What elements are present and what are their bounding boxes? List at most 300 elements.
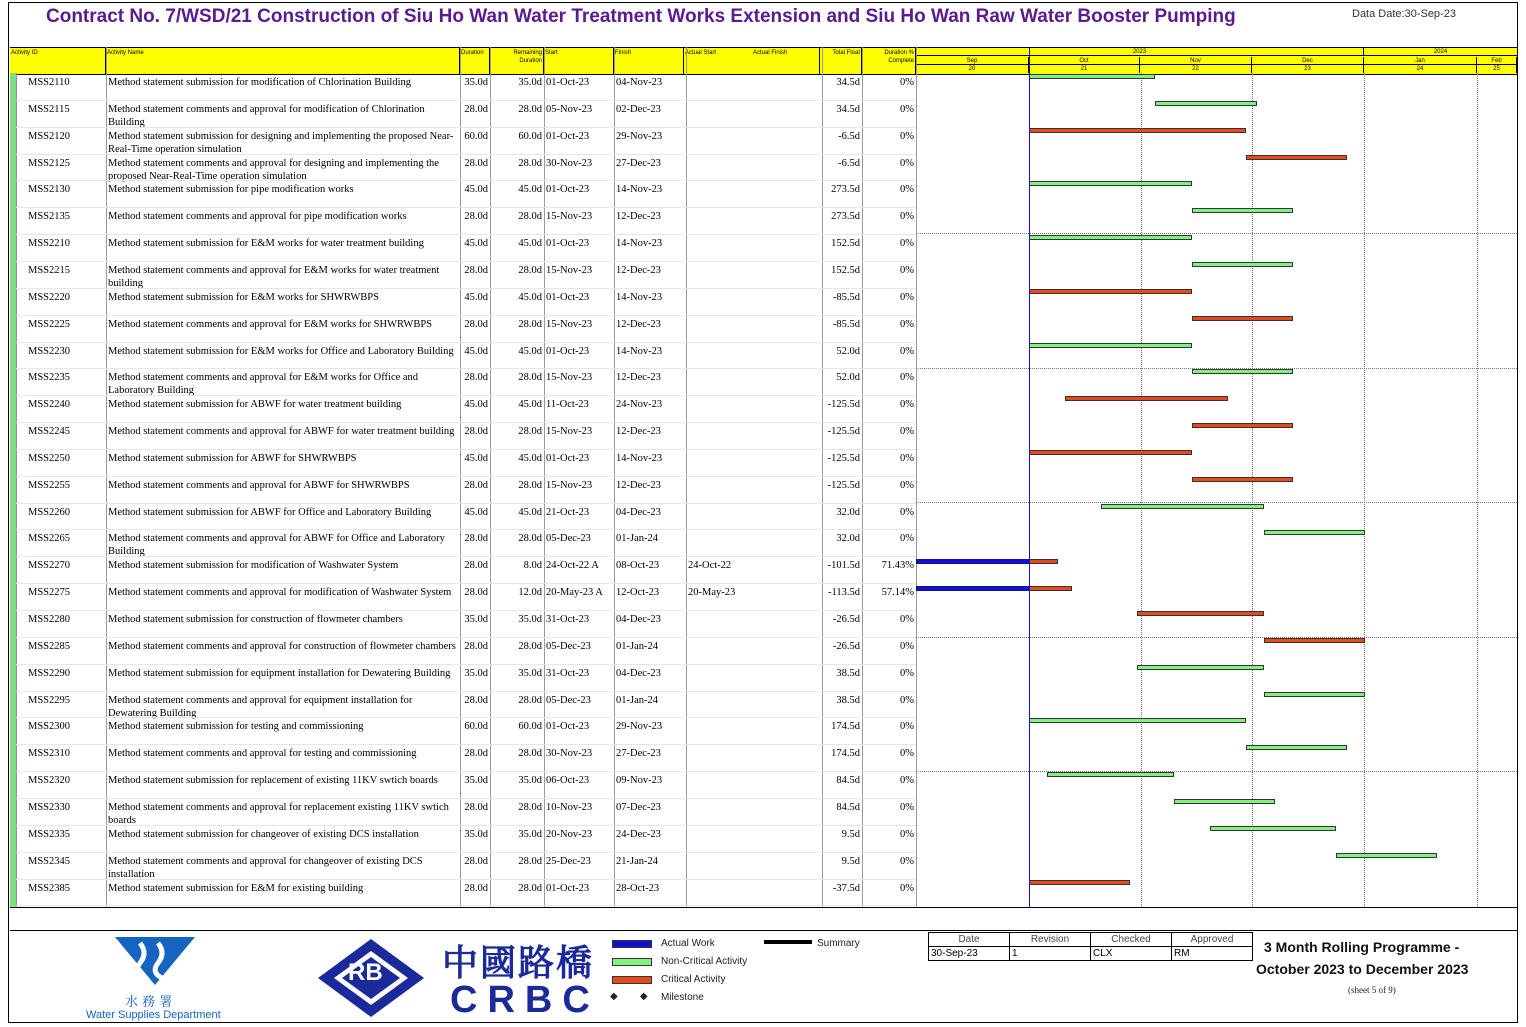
finish-date: 07-Dec-23	[616, 801, 661, 813]
programme-title-line2: October 2023 to December 2023	[1256, 961, 1469, 977]
finish-date: 12-Dec-23	[616, 426, 661, 438]
data-date-line	[1029, 47, 1030, 907]
legend-critical-swatch	[612, 976, 652, 984]
activity-id: MSS2250	[28, 452, 71, 464]
noncritical-activity-bar[interactable]	[1029, 74, 1155, 79]
activity-name: Method statement comments and approval for changeover of existing DCS installation	[108, 855, 423, 880]
duration: 60.0d	[464, 721, 488, 733]
wsd-english-name: Water Supplies Department	[86, 1009, 221, 1021]
finish-date: 01-Jan-24	[616, 694, 658, 706]
critical-activity-bar[interactable]	[1029, 450, 1192, 455]
critical-activity-bar[interactable]	[1246, 155, 1347, 160]
activity-id: MSS2255	[28, 479, 71, 491]
signoff-checked-header: Checked	[1091, 933, 1172, 947]
percent-complete: 0%	[900, 345, 914, 357]
signoff-approved-value: RM	[1172, 947, 1253, 961]
start-date: 05-Dec-23	[546, 694, 591, 706]
activity-name: Method statement comments and approval for equipment installation for Dewatering Building	[108, 694, 413, 719]
signoff-checked-value: CLX	[1091, 947, 1172, 961]
legend-noncritical-swatch	[612, 958, 652, 966]
crbc-english-name: CRBC	[450, 979, 600, 1021]
total-float: 9.5d	[841, 828, 860, 840]
timeline-month: Dec	[1252, 57, 1364, 65]
start-date: 01-Oct-23	[546, 291, 590, 303]
activity-id: MSS2290	[28, 667, 71, 679]
activity-row[interactable]	[16, 235, 916, 262]
legend-footer	[10, 930, 1517, 1024]
total-float: 84.5d	[836, 801, 860, 813]
remaining-duration: 28.0d	[518, 855, 542, 867]
start-date: 05-Nov-23	[546, 103, 593, 115]
duration: 28.0d	[464, 560, 488, 572]
activity-row[interactable]	[16, 826, 916, 853]
start-date: 01-Oct-23	[546, 882, 590, 894]
total-float: -125.5d	[827, 399, 860, 411]
duration: 28.0d	[464, 748, 488, 760]
remaining-duration: 28.0d	[518, 211, 542, 223]
activity-row[interactable]	[16, 369, 916, 396]
wsd-chinese-name: 水 務 署	[125, 995, 173, 1010]
activity-id: MSS2310	[28, 748, 71, 760]
activity-row[interactable]	[16, 692, 916, 719]
finish-date: 04-Dec-23	[616, 506, 661, 518]
noncritical-activity-bar[interactable]	[1336, 853, 1437, 858]
total-float: -101.5d	[827, 560, 860, 572]
activity-row[interactable]	[16, 665, 916, 692]
total-float: 174.5d	[831, 721, 860, 733]
activity-row[interactable]	[16, 772, 916, 799]
activity-id: MSS2330	[28, 801, 71, 813]
percent-complete: 0%	[900, 855, 914, 867]
rb-logo-text: RB	[348, 959, 383, 986]
page-title: Contract No. 7/WSD/21 Construction of Siu Ho Wan Water Treatment Works Extension and Siu Ho Wan Raw Water Booster Pumping	[46, 6, 1236, 27]
timeline-week: 24	[1364, 65, 1477, 73]
total-float: 273.5d	[831, 184, 860, 196]
duration: 28.0d	[464, 882, 488, 894]
milestone-icon: ◆ ◆	[610, 991, 648, 1002]
duration: 35.0d	[464, 828, 488, 840]
legend-noncritical-label: Non-Critical Activity	[661, 956, 748, 967]
timeline-week: 25	[1477, 65, 1517, 73]
data-date: Data Date:30-Sep-23	[1352, 8, 1456, 20]
timeline-week: 22	[1140, 65, 1252, 73]
col-actual-start[interactable]: Actual Start	[685, 50, 717, 56]
column-header-bar	[10, 47, 1517, 75]
activity-name: Method statement comments and approval for ABWF for SHWRWBPS	[108, 479, 410, 491]
remaining-duration: 60.0d	[518, 721, 542, 733]
activity-id: MSS2240	[28, 399, 71, 411]
timeline-month: Feb	[1477, 57, 1517, 65]
crbc-chinese-name: 中國路橋	[442, 943, 595, 984]
start-date: 20-Nov-23	[546, 828, 593, 840]
duration: 28.0d	[464, 694, 488, 706]
activity-row[interactable]	[16, 423, 916, 450]
total-float: -6.5d	[838, 157, 860, 169]
signoff-revision-value: 1	[1010, 947, 1091, 961]
timeline-gridline	[1252, 73, 1253, 907]
start-date: 01-Oct-23	[546, 238, 590, 250]
duration: 28.0d	[464, 426, 488, 438]
timeline-year-2023: 2023	[916, 48, 1364, 56]
wsd-logo	[110, 935, 200, 987]
noncritical-activity-bar[interactable]	[1047, 772, 1173, 777]
total-float: 52.0d	[836, 345, 860, 357]
activity-row[interactable]	[16, 718, 916, 745]
start-date: 15-Nov-23	[546, 211, 593, 223]
activity-row[interactable]	[16, 396, 916, 423]
critical-activity-bar[interactable]	[1029, 559, 1058, 564]
total-float: -125.5d	[827, 452, 860, 464]
activity-name: Method statement comments and approval for replacement existing 11KV swtich boards	[108, 801, 449, 826]
finish-date: 14-Nov-23	[616, 291, 663, 303]
activity-row[interactable]	[16, 343, 916, 370]
col-finish[interactable]: Finish	[614, 48, 684, 74]
percent-complete: 0%	[900, 748, 914, 760]
activity-row[interactable]	[16, 262, 916, 289]
activity-row[interactable]	[16, 289, 916, 316]
critical-activity-bar[interactable]	[1029, 880, 1130, 885]
start-date: 21-Oct-23	[546, 506, 590, 518]
duration: 45.0d	[464, 291, 488, 303]
sheet-number: (sheet 5 of 9)	[1348, 985, 1396, 995]
timeline-month: Oct	[1029, 57, 1140, 65]
activity-id: MSS2280	[28, 614, 71, 625]
activity-name: Method statement comments and approval for designing and implementing the proposed Near-Real-Time operation simulation	[108, 157, 439, 182]
percent-complete: 0%	[900, 506, 914, 518]
activity-name: Method statement comments and approval for modification of Chlorination Building	[108, 103, 425, 128]
col-duration[interactable]: Duration	[460, 48, 490, 74]
noncritical-activity-bar[interactable]	[1137, 665, 1263, 670]
col-actual-finish[interactable]: Actual Finish	[752, 48, 820, 74]
col-pct-complete[interactable]: Duration % Complete	[862, 48, 916, 74]
finish-date: 14-Nov-23	[616, 345, 663, 357]
legend-actual-swatch	[612, 940, 652, 948]
col-activity-name[interactable]: Activity Name	[106, 48, 460, 74]
percent-complete: 0%	[900, 264, 914, 276]
percent-complete: 0%	[900, 452, 914, 464]
legend-actual-label: Actual Work	[661, 938, 715, 949]
activity-row[interactable]	[16, 181, 916, 208]
activity-name: Method statement submission for replacement of existing 11KV swtich boards	[108, 775, 438, 787]
programme-title-line1: 3 Month Rolling Programme -	[1264, 939, 1460, 955]
col-total-float[interactable]: Total Float	[820, 48, 862, 74]
percent-complete: 0%	[900, 614, 914, 625]
activity-row[interactable]	[16, 611, 916, 638]
activity-id: MSS2225	[28, 318, 71, 330]
duration: 28.0d	[464, 479, 488, 491]
activity-name: Method statement comments and approval for ABWF for Office and Laboratory Building	[108, 533, 445, 558]
remaining-duration: 8.0d	[523, 560, 542, 572]
finish-date: 27-Dec-23	[616, 157, 661, 169]
percent-complete: 0%	[900, 238, 914, 250]
start-date: 15-Nov-23	[546, 426, 593, 438]
activity-name: Method statement submission for ABWF for Office and Laboratory Building	[108, 506, 432, 518]
percent-complete: 0%	[900, 157, 914, 169]
remaining-duration: 45.0d	[518, 184, 542, 196]
noncritical-activity-bar[interactable]	[1029, 718, 1246, 723]
remaining-duration: 35.0d	[518, 828, 542, 840]
start-date: 25-Dec-23	[546, 855, 591, 867]
critical-activity-bar[interactable]	[1065, 396, 1228, 401]
duration: 28.0d	[464, 533, 488, 545]
critical-activity-bar[interactable]	[1029, 289, 1192, 294]
percent-complete: 0%	[900, 130, 914, 142]
finish-date: 14-Nov-23	[616, 184, 663, 196]
duration: 28.0d	[464, 264, 488, 276]
remaining-duration: 28.0d	[518, 372, 542, 384]
activity-row[interactable]	[16, 504, 916, 531]
duration: 28.0d	[464, 372, 488, 384]
remaining-duration: 28.0d	[518, 640, 542, 652]
activity-name: Method statement submission for E&M for existing building	[108, 882, 364, 894]
activity-id: MSS2245	[28, 426, 71, 438]
percent-complete: 0%	[900, 801, 914, 813]
activity-row[interactable]	[16, 745, 916, 772]
total-float: 32.0d	[836, 506, 860, 518]
activity-name: Method statement submission for ABWF for water treatment building	[108, 399, 402, 411]
start-date: 01-Oct-23	[546, 184, 590, 196]
total-float: -37.5d	[832, 882, 860, 894]
percent-complete: 0%	[900, 318, 914, 330]
table-bottom-rule	[10, 907, 1517, 908]
critical-activity-bar[interactable]	[1029, 586, 1072, 591]
percent-complete: 0%	[900, 103, 914, 115]
total-float: -26.5d	[832, 614, 860, 625]
total-float: 174.5d	[831, 748, 860, 760]
duration: 45.0d	[464, 184, 488, 196]
activity-row[interactable]	[16, 557, 916, 584]
activity-name: Method statement submission for changeover of existing DCS installation	[108, 828, 419, 840]
noncritical-activity-bar[interactable]	[1029, 235, 1192, 240]
total-float: 152.5d	[831, 264, 860, 276]
activity-id: MSS2285	[28, 640, 71, 652]
duration: 28.0d	[464, 801, 488, 813]
duration: 28.0d	[464, 640, 488, 652]
actual-start: 20-May-23	[688, 587, 736, 599]
critical-activity-bar[interactable]	[1192, 316, 1293, 321]
timeline-week: 23	[1252, 65, 1364, 73]
col-activity-id[interactable]: Activity ID	[10, 48, 106, 74]
noncritical-activity-bar[interactable]	[1192, 208, 1293, 213]
col-start[interactable]: Start	[544, 48, 614, 74]
finish-date: 01-Jan-24	[616, 533, 658, 545]
finish-date: 12-Dec-23	[616, 372, 661, 384]
activity-name: Method statement comments and approval for pipe modification works	[108, 211, 407, 223]
noncritical-activity-bar[interactable]	[1246, 745, 1347, 750]
activity-name: Method statement comments and approval for E&M works for water treatment building	[108, 264, 440, 289]
activity-id: MSS2110	[28, 77, 70, 88]
activity-row[interactable]	[16, 638, 916, 665]
percent-complete: 0%	[900, 184, 914, 196]
percent-complete: 0%	[900, 533, 914, 545]
legend-summary-label: Summary	[817, 938, 860, 949]
remaining-duration: 28.0d	[518, 103, 542, 115]
activity-row[interactable]	[16, 450, 916, 477]
percent-complete: 0%	[900, 211, 914, 223]
percent-complete: 0%	[900, 667, 914, 679]
actual-work-bar[interactable]	[916, 559, 1029, 564]
duration: 45.0d	[464, 399, 488, 411]
activity-row[interactable]	[16, 799, 916, 826]
start-date: 30-Nov-23	[546, 157, 593, 169]
activity-id: MSS2210	[28, 238, 71, 250]
total-float: 34.5d	[836, 77, 860, 88]
duration: 45.0d	[464, 345, 488, 357]
total-float: 32.0d	[836, 533, 860, 545]
activity-row[interactable]	[16, 208, 916, 235]
percent-complete: 0%	[900, 694, 914, 706]
activity-id: MSS2215	[28, 264, 71, 276]
start-date: 15-Nov-23	[546, 479, 593, 491]
noncritical-activity-bar[interactable]	[1192, 369, 1293, 374]
row-separator	[16, 905, 916, 906]
percent-complete: 71.43%	[881, 560, 914, 572]
duration: 28.0d	[464, 318, 488, 330]
critical-activity-bar[interactable]	[1137, 611, 1263, 616]
activity-row[interactable]	[16, 584, 916, 611]
legend-milestone-label: Milestone	[661, 992, 704, 1003]
noncritical-activity-bar[interactable]	[1210, 826, 1336, 831]
duration: 35.0d	[464, 775, 488, 787]
legend-critical-label: Critical Activity	[661, 974, 726, 985]
timeline-week: 20	[916, 65, 1029, 73]
total-float: 34.5d	[836, 103, 860, 115]
percent-complete: 0%	[900, 399, 914, 411]
total-float: 52.0d	[836, 372, 860, 384]
activity-row[interactable]	[16, 477, 916, 504]
total-float: -26.5d	[832, 640, 860, 652]
start-date: 15-Nov-23	[546, 264, 593, 276]
timeline-week: 21	[1029, 65, 1140, 73]
timeline-gridline	[1517, 73, 1518, 907]
remaining-duration: 45.0d	[518, 399, 542, 411]
remaining-duration: 28.0d	[518, 479, 542, 491]
noncritical-activity-bar[interactable]	[1264, 692, 1365, 697]
percent-complete: 0%	[900, 882, 914, 894]
activity-row[interactable]	[16, 530, 916, 557]
start-date: 01-Oct-23	[546, 452, 590, 464]
activity-name: Method statement submission for pipe modification works	[108, 184, 354, 196]
finish-date: 28-Oct-23	[616, 882, 660, 894]
activity-id: MSS2260	[28, 506, 71, 518]
finish-date: 29-Nov-23	[616, 721, 663, 733]
column-separator	[916, 47, 917, 907]
activity-row[interactable]	[16, 74, 916, 101]
remaining-duration: 28.0d	[518, 318, 542, 330]
percent-complete: 0%	[900, 640, 914, 652]
activity-id: MSS2220	[28, 291, 71, 303]
activity-row[interactable]	[16, 880, 916, 907]
critical-activity-bar[interactable]	[1029, 128, 1246, 133]
remaining-duration: 28.0d	[518, 533, 542, 545]
activity-id: MSS2120	[28, 130, 71, 142]
critical-activity-bar[interactable]	[1192, 423, 1293, 428]
activity-name: Method statement comments and approval for E&M works for SHWRWBPS	[108, 318, 432, 330]
activity-name: Method statement comments and approval for ABWF for water treatment building	[108, 426, 455, 438]
total-float: -85.5d	[832, 318, 860, 330]
duration: 28.0d	[464, 103, 488, 115]
duration: 45.0d	[464, 506, 488, 518]
finish-date: 14-Nov-23	[616, 452, 663, 464]
duration: 35.0d	[464, 77, 488, 88]
finish-date: 29-Nov-23	[616, 130, 663, 142]
activity-row[interactable]	[16, 128, 916, 155]
activity-name: Method statement submission for designing and implementing the proposed Near-Real-Time operation simulation	[108, 130, 454, 155]
noncritical-activity-bar[interactable]	[1192, 262, 1293, 267]
start-date: 24-Oct-22 A	[546, 560, 599, 572]
activity-row[interactable]	[16, 155, 916, 182]
duration: 45.0d	[464, 452, 488, 464]
timeline-month: Jan	[1364, 57, 1477, 65]
finish-date: 04-Nov-23	[616, 77, 663, 88]
noncritical-activity-bar[interactable]	[1174, 799, 1275, 804]
activity-id: MSS2345	[28, 855, 71, 867]
timeline-gridline	[1477, 73, 1478, 907]
activity-id: MSS2115	[28, 103, 70, 115]
critical-activity-bar[interactable]	[1264, 638, 1365, 643]
finish-date: 04-Dec-23	[616, 614, 661, 625]
duration: 35.0d	[464, 667, 488, 679]
activity-row[interactable]	[16, 101, 916, 128]
finish-date: 27-Dec-23	[616, 748, 661, 760]
remaining-duration: 28.0d	[518, 426, 542, 438]
noncritical-activity-bar[interactable]	[1101, 504, 1264, 509]
finish-date: 21-Jan-24	[616, 855, 658, 867]
noncritical-activity-bar[interactable]	[1029, 343, 1192, 348]
actual-work-bar[interactable]	[916, 586, 1029, 591]
activity-row[interactable]	[16, 316, 916, 343]
percent-complete: 0%	[900, 291, 914, 303]
finish-date: 09-Nov-23	[616, 775, 663, 787]
percent-complete: 0%	[900, 775, 914, 787]
remaining-duration: 28.0d	[518, 748, 542, 760]
finish-date: 14-Nov-23	[616, 238, 663, 250]
activity-id: MSS2230	[28, 345, 71, 357]
start-date: 05-Dec-23	[546, 640, 591, 652]
start-date: 01-Oct-23	[546, 77, 590, 88]
remaining-duration: 28.0d	[518, 157, 542, 169]
activity-id: MSS2125	[28, 157, 71, 169]
percent-complete: 0%	[900, 426, 914, 438]
noncritical-activity-bar[interactable]	[1264, 530, 1365, 535]
remaining-duration: 35.0d	[518, 77, 542, 88]
timeline-month: Sep	[916, 57, 1029, 65]
activity-id: MSS2275	[28, 587, 71, 599]
activity-name: Method statement submission for equipment installation for Dewatering Building	[108, 667, 451, 679]
remaining-duration: 35.0d	[518, 775, 542, 787]
col-remaining[interactable]: Remaining Duration	[490, 48, 544, 74]
activity-id: MSS2270	[28, 560, 71, 572]
summary-bar-icon	[764, 940, 812, 944]
activity-row[interactable]	[16, 853, 916, 880]
start-date: 15-Nov-23	[546, 318, 593, 330]
total-float: -113.5d	[828, 587, 860, 599]
start-date: 30-Nov-23	[546, 748, 593, 760]
noncritical-activity-bar[interactable]	[1029, 181, 1192, 186]
timeline-header	[916, 48, 1517, 74]
finish-date: 04-Dec-23	[616, 667, 661, 679]
actual-start: 24-Oct-22	[688, 560, 732, 572]
remaining-duration: 12.0d	[518, 587, 542, 599]
finish-date: 24-Dec-23	[616, 828, 661, 840]
duration: 28.0d	[464, 211, 488, 223]
total-float: 273.5d	[831, 211, 860, 223]
noncritical-activity-bar[interactable]	[1155, 101, 1256, 106]
start-date: 01-Oct-23	[546, 721, 590, 733]
start-date: 01-Oct-23	[546, 130, 590, 142]
critical-activity-bar[interactable]	[1192, 477, 1293, 482]
duration: 35.0d	[464, 614, 488, 625]
